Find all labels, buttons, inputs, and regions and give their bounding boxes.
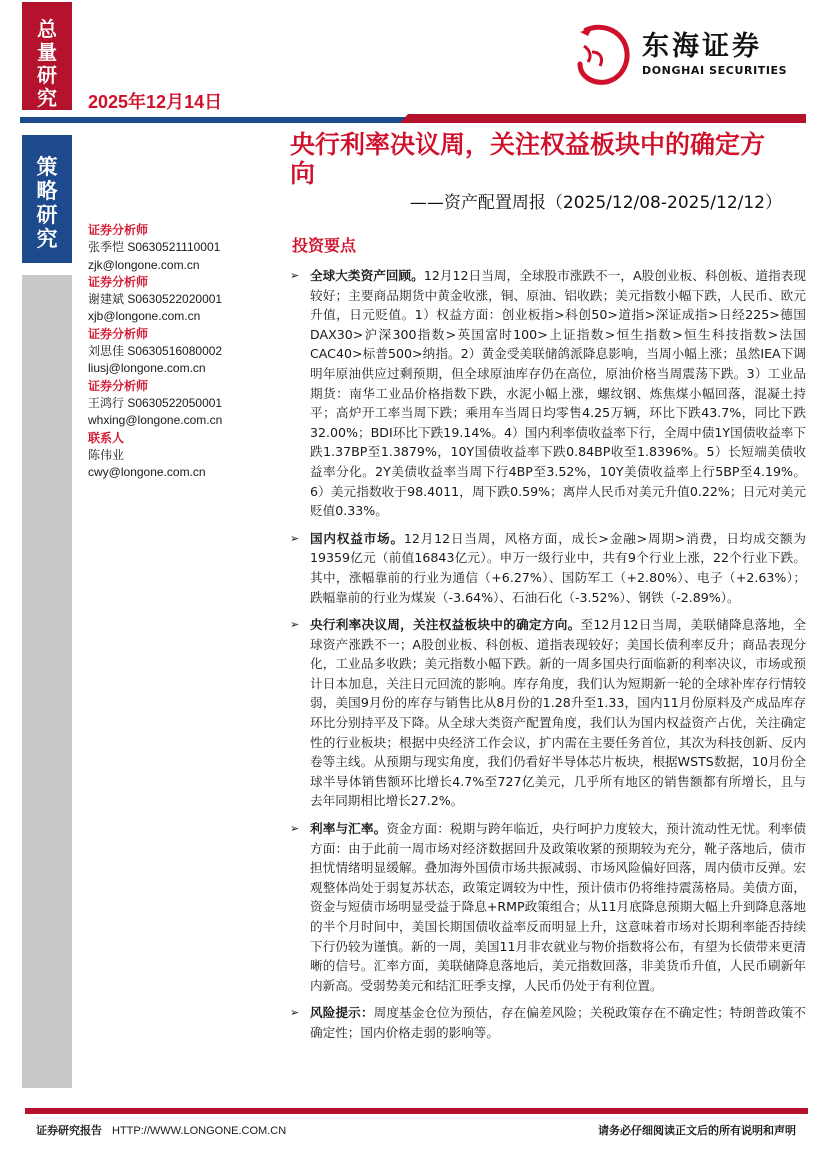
key-point-lead: 国内权益市场。 [310,530,404,546]
report-date: 2025年12月14日 [88,92,223,112]
key-point-lead: 央行利率决议周，关注权益板块中的确定方向。 [310,617,581,633]
analyst-role: 证券分析师 [88,274,149,289]
contact-entry [88,430,278,482]
key-point-text: 至12月12日当周，美联储降息落地，全球资产涨跌不一；A股创业板、科创板、道指表现较好；美国长债利率反升；商品表现分化，工业品多收跌；美元指数小幅下跌。新的一周多国央行面临新的利率决议，市场或预计日本加息，关注日元回流的影响。库存角度，我们认为短期新一轮的全球补库存行情较弱，美国9月份的库存与销售比从8月份的1.28升至1.33，国内11月份原料及产成品库存环比分别持平及下降。从全球大类资产配置角度，我们认为国内权益资产占优，关注确定性的行业板块；根据中央经济工作会议，扩内需在主要任务首位，其次为科技创新、反内卷等主线。从预期与现实角度，我们仍看好半导体芯片板块，根据WSTS数据，10月份全球半导体销售额环比增长4.7%至727亿美元，几乎所有地区的销售额都有所增长，且与去年同期相比增长27.2%。 [310,617,806,809]
key-points-body [290,266,806,1051]
analyst-entry [88,378,278,430]
analyst-email[interactable]: zjk@longone.com.cn [88,257,200,272]
key-point-text: 周度基金仓位为预估，存在偏差风险；关税政策存在不确定性；特朗普政策不确定性；国内价格走弱的影响等。 [310,1005,807,1040]
analyst-entry [88,222,278,274]
contact-email[interactable]: cwy@longone.com.cn [88,465,206,480]
report-title: 央行利率决议周，关注权益板块中的确定方向 [290,130,766,188]
analyst-name: 张季恺 S0630521110001 [88,240,221,255]
analyst-email[interactable]: whxing@longone.com.cn [88,413,223,428]
arrow-bullet-icon: ➢ [290,269,300,282]
header-divider-red [400,114,806,123]
category-badge [22,2,72,110]
contact-role: 联系人 [88,430,125,445]
analyst-email[interactable]: liusj@longone.com.cn [88,361,206,376]
category-label: 总量研究 [37,17,57,110]
header-divider-blue [20,117,410,123]
logo-text-en: DONGHAI SECURITIES [642,64,788,77]
section-label: 策略研究 [36,155,58,251]
footer-divider [25,1108,808,1114]
key-point [290,1003,806,1042]
arrow-bullet-icon: ➢ [290,1006,300,1020]
footer-url-link[interactable]: HTTP://WWW.LONGONE.COM.CN [112,1125,287,1137]
analyst-role: 证券分析师 [88,326,149,341]
key-point [290,615,806,811]
analyst-list [88,222,278,481]
arrow-bullet-icon: ➢ [290,618,300,632]
key-point [290,529,806,607]
key-points-heading: 投资要点 [292,236,357,255]
footer-report-type: 证券研究报告 [36,1124,102,1137]
analyst-role: 证券分析师 [88,378,149,393]
report-subtitle: ——资产配置周报（2025/12/08-2025/12/12） [409,193,782,213]
sidebar-strip [22,275,72,1088]
analyst-name: 刘思佳 S0630516080002 [88,344,223,359]
footer-left [36,1122,286,1138]
logo-text-cn: 东海证券 [642,31,762,62]
dragon-logo-icon [570,22,636,86]
analyst-entry [88,326,278,378]
section-badge [22,135,72,263]
key-point-lead: 全球大类资产回顾。 [310,268,424,283]
contact-name: 陈伟业 [88,447,125,462]
key-point-text: 资金方面：税期与跨年临近，央行呵护力度较大，预计流动性无忧。利率债方面：由于此前一周市场对经济数据回升及政策收紧的预期较为充分，靴子落地后，债市担忧情绪明显缓解。叠加海外国债市场共振减弱、市场风险偏好回落，周内债市反弹。宏观整体尚处于弱复苏状态，政策定调较为中性，预计债市仍将维持震荡格局。美债方面，资金与短债市场明显受益于降息+RMP政策组合；从11月底降息预期大幅上升到降息落地的半个月时间中，美国长期国债收益率反而明显上升，这意味着市场对长期利率能否持续下行仍较为谨慎。新的一周，美国11月非农就业与物价指数将公布，有望为长债带来更清晰的信号。汇率方面，美联储降息落地后，美元指数回落，非美货币升值，人民币刷新年内新高。受弱势美元和结汇旺季支撑，人民币仍处于有利位置。 [310,821,807,993]
company-logo [570,22,800,82]
key-point-text: 12月12日当周，风格方面，成长>金融>周期>消费，日均成交额为19359亿元（前值16843亿元）。申万一级行业中，共有9个行业上涨，22个行业下跌。其中，涨幅靠前的行业为通信（+6.27%）、国防军工（+2.80%）、电子（+2.63%）；跌幅靠前的行业为煤炭（-3.64%）、石油石化（-3.52%）、钢铁（-2.89%）。 [310,530,806,605]
analyst-name: 王鸿行 S0630522050001 [88,395,223,410]
analyst-entry [88,274,278,326]
footer-disclaimer: 请务必仔细阅读正文后的所有说明和声明 [598,1124,796,1137]
key-point-lead: 利率与汇率。 [310,821,387,837]
key-point [290,819,806,995]
arrow-bullet-icon: ➢ [290,822,300,836]
key-point [290,266,806,521]
analyst-email[interactable]: xjb@longone.com.cn [88,309,201,324]
arrow-bullet-icon: ➢ [290,531,300,545]
analyst-role: 证券分析师 [88,223,149,237]
key-point-text: 12月12日当周，全球股市涨跌不一，A股创业板、科创板、道指表现较好；主要商品期货中黄金收涨，铜、原油、铝收跌；美元指数小幅下跌，人民币、欧元升值，日元贬值。1）权益方面：创业板指>科创50>道指>深证成指>日经225>德国DAX30>沪深300指数>英国富时100>上证指数>恒生指数>恒生科技指数>法国CAC40>标普500>纳指。2）黄金受美联储鸽派降息影响，当周小幅上涨；虽然IEA下调明年原油供应过剩预期，但全球原油库存仍在高位，原油价格当周震荡下跌。3）工业品期货：南华工业品价格指数下跌，水泥小幅上涨，螺纹钢、炼焦煤小幅回落，混凝土持平；高炉开工率当周下跌；乘用车当周日均零售4.25万辆，环比下跌43.7%，同比下跌32.00%；BDI环比下跌19.14%。4）国内利率债收益率下行，全周中债1Y国债收益率下跌1.37BP至1.3879%，10Y国债收益率下跌0.84BP收至1.8396%。5）长短端美债收益率分化。2Y美债收益率当周下行4BP至3.52%，10Y美债收益率上行5BP至4.19%。6）美元指数收于98.4011，周下跌0.59%；离岸人民币对美元升值0.22%；日元对美元贬值0.33%。 [310,268,806,519]
key-point-lead: 风险提示： [310,1005,374,1021]
analyst-name: 谢建斌 S0630522020001 [88,292,223,307]
